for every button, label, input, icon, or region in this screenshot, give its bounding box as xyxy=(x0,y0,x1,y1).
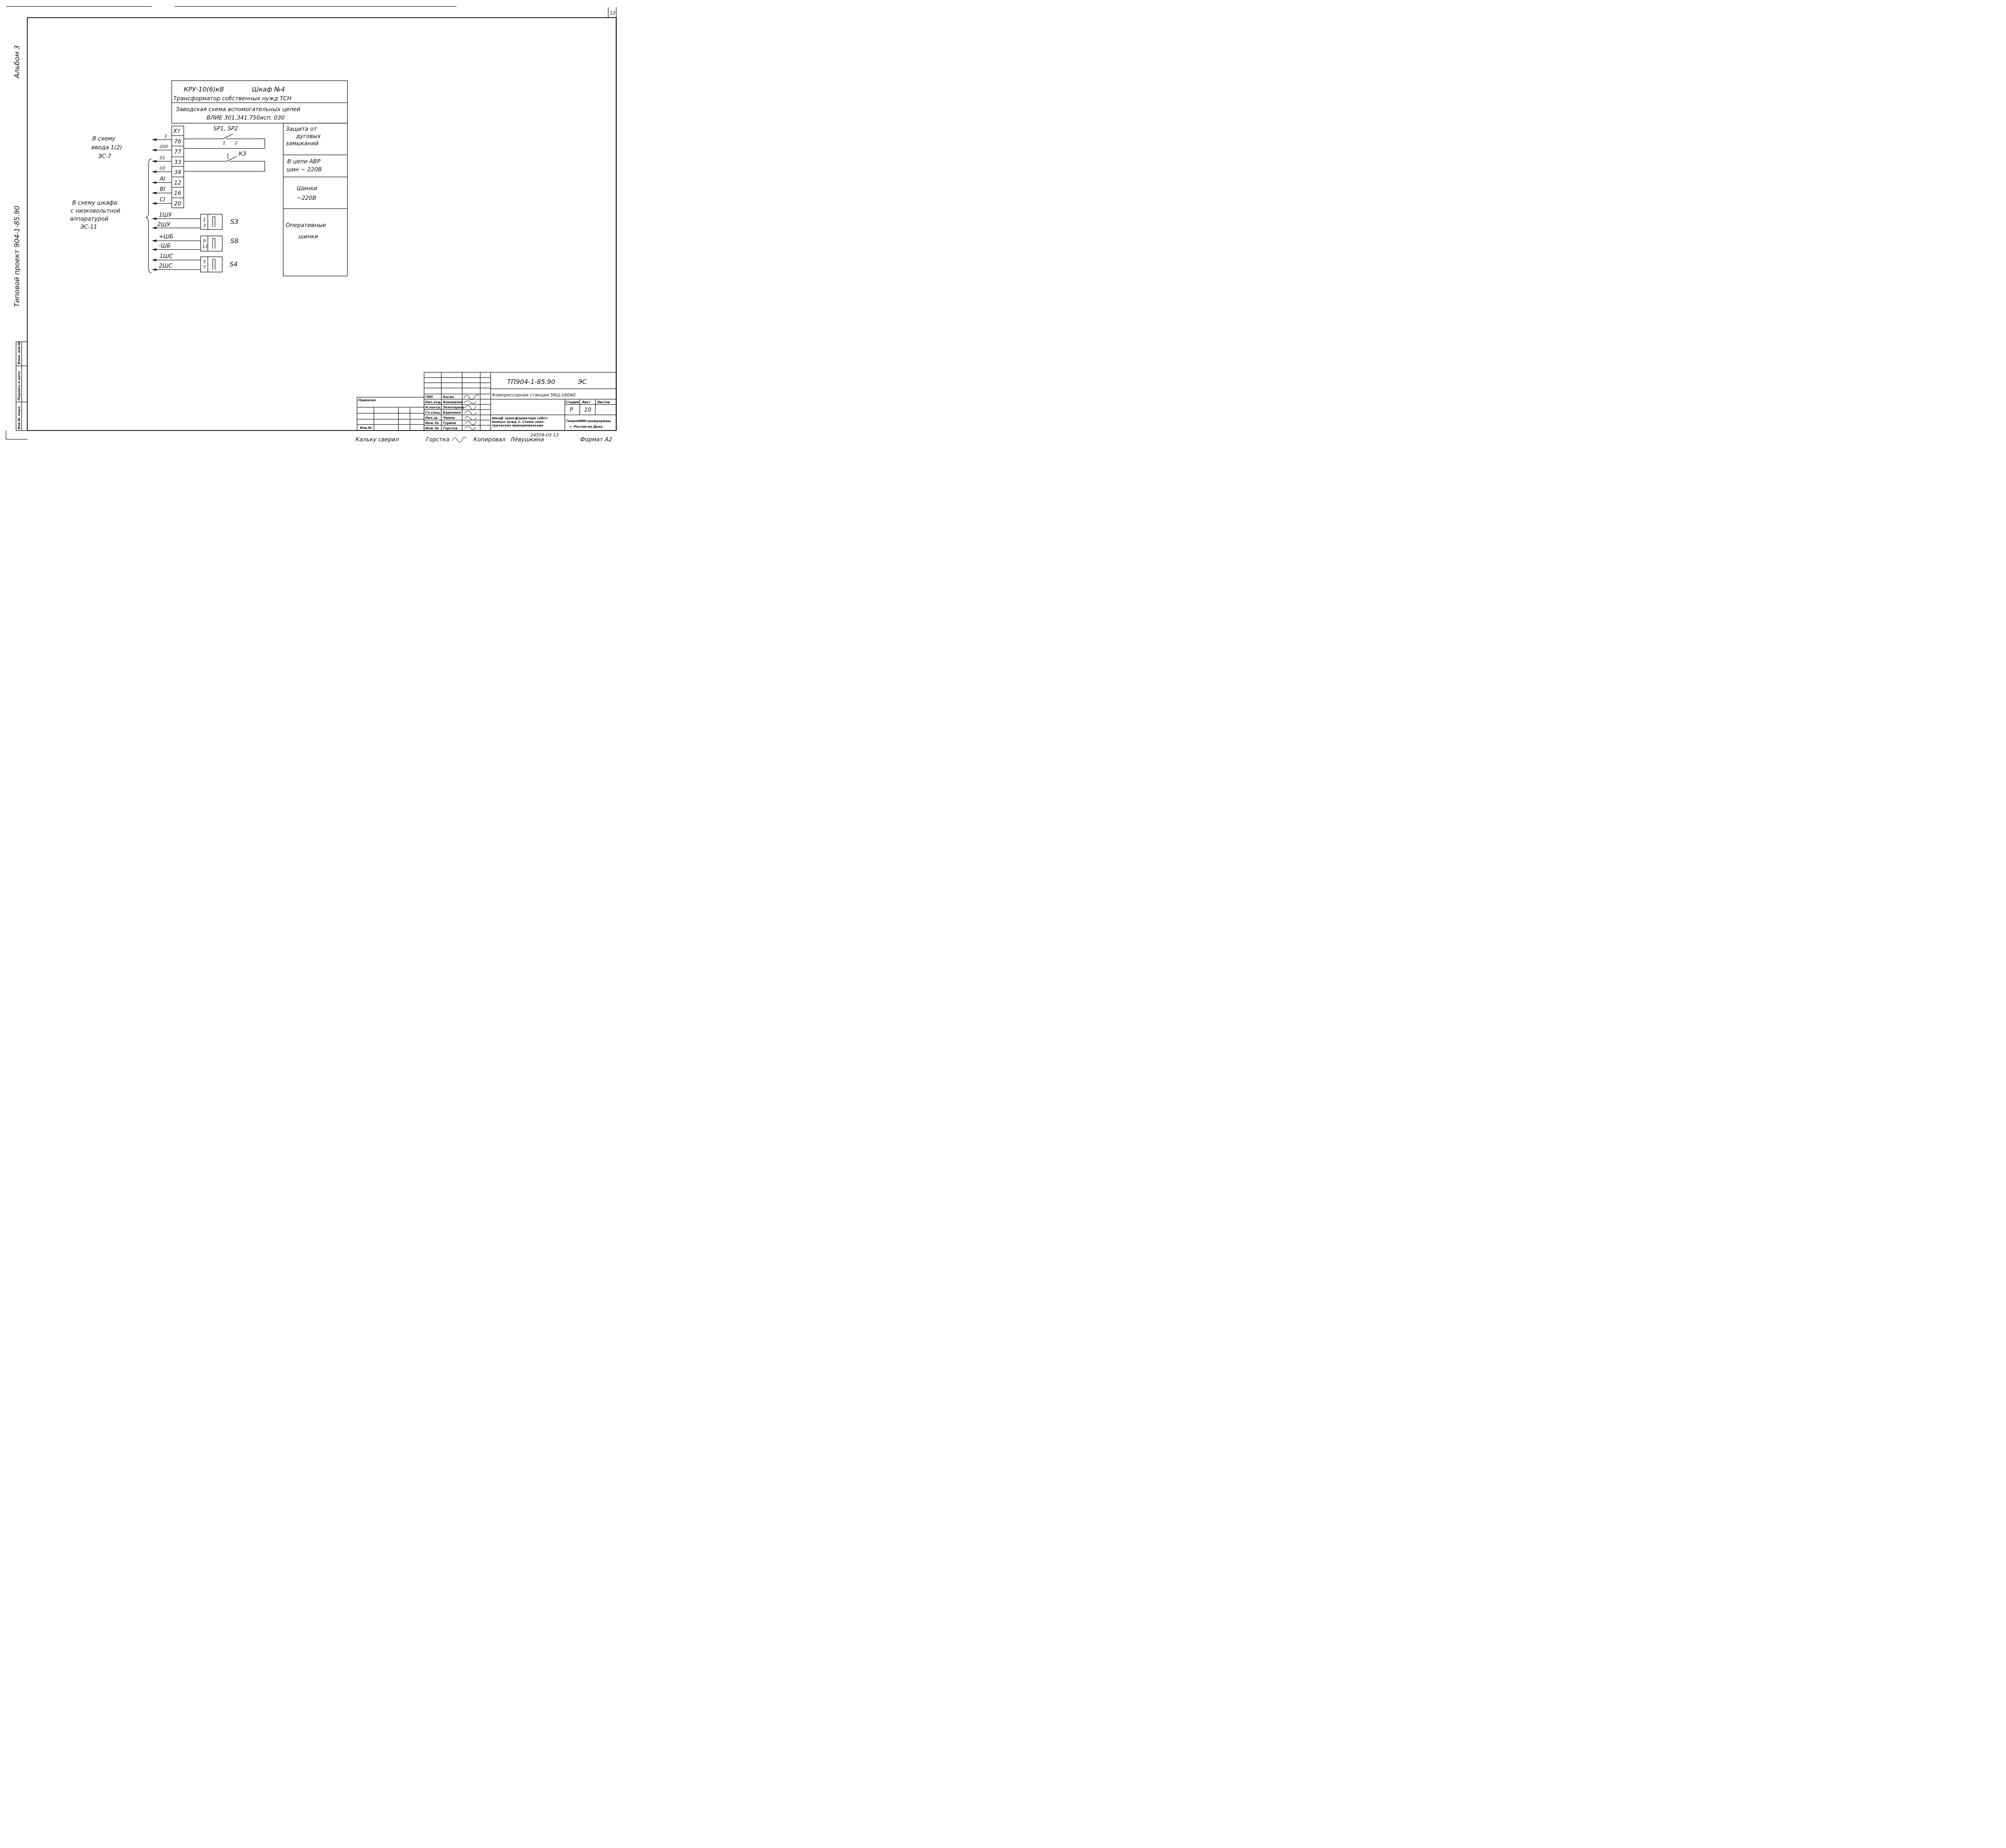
tb-sheet: 10 xyxy=(584,407,591,413)
to-lv-4: ЭС-11 xyxy=(80,224,97,230)
to-input-3: ЭС-7 xyxy=(98,153,112,160)
s8-c1: 9 xyxy=(203,238,206,244)
tb-designation: ТП904-1-85.90 xyxy=(507,378,555,386)
terminal-76: 76 xyxy=(174,138,181,145)
staff-role-0: ГИП xyxy=(425,395,433,399)
staff-role-5: Инж 2к xyxy=(425,421,439,425)
footer-order: 24559-03 13 xyxy=(530,433,559,438)
staff-role-2: Н.контр. xyxy=(425,406,441,409)
s3-w1: 1ШУ xyxy=(159,212,172,218)
tb-privyazan: Привязан xyxy=(358,398,376,402)
s4-c1: 5 xyxy=(203,259,206,264)
staff-name-0: Коган xyxy=(443,395,454,399)
to-lv-2: с низковольтной xyxy=(71,208,120,214)
sp-contact-1: 1 xyxy=(223,140,225,146)
group-arc-2: дуговых xyxy=(296,133,321,140)
wire-labels xyxy=(159,134,168,203)
s4-c2: 7 xyxy=(203,265,206,270)
tb-mark: ЭС xyxy=(578,378,587,386)
staff-name-6: Горстка xyxy=(443,426,458,430)
terminal-16: 16 xyxy=(174,190,181,197)
header-line3: Заводская схема вспомогательных цепей xyxy=(176,106,300,113)
to-lv-1: В схему шкафа xyxy=(72,200,118,206)
s8-w1: +ШБ xyxy=(159,234,174,240)
sp-contact-2: 2 xyxy=(235,140,238,146)
wire-BI: BI xyxy=(160,186,165,193)
tb-org-1: ГипроНИИстройдормаш xyxy=(566,419,611,423)
group-arc-3: замыканий xyxy=(286,140,319,147)
staff-name-3: Карпенко xyxy=(443,411,461,414)
tb-sheet-title-3: трическая принципиальная xyxy=(492,424,543,427)
group-oper-1: Оперативные xyxy=(286,222,326,229)
footer-copier: Лёвушкина xyxy=(510,437,544,443)
to-input-1: В схему xyxy=(92,136,116,142)
device-labels xyxy=(213,126,246,157)
staff-role-1: Нач.отд. xyxy=(425,400,442,404)
cabinet-header xyxy=(173,85,300,121)
sheet-number: 12 xyxy=(610,10,615,16)
group-bus-2: ~220В xyxy=(297,195,317,201)
terminal-34: 34 xyxy=(174,169,181,176)
header-line4: ВЛИЕ 301.341.750исп. 030 xyxy=(207,115,285,121)
s4-w2: 2ШС xyxy=(159,263,173,269)
s3-c2: 3 xyxy=(203,223,206,228)
drawing-sheet xyxy=(0,0,620,444)
project-label: Типовой проект 904-1-85.90 xyxy=(13,205,21,307)
group-labels xyxy=(286,126,326,240)
tb-sheet-label: Лист xyxy=(582,400,591,404)
wire-200: 200 xyxy=(160,144,168,149)
terminal-12: 12 xyxy=(174,180,181,186)
terminal-33: 33 xyxy=(174,159,181,166)
stamp-podpis-data: Подпись и дата xyxy=(17,371,21,400)
footer-checker: Горстка xyxy=(426,437,450,443)
terminal-77: 77 xyxy=(174,149,181,155)
album-label: Альбом 3 xyxy=(13,45,21,78)
tb-sheet-title-2: венных нужд 1. Схема элек- xyxy=(492,420,545,424)
footer-format: Формат А2 xyxy=(580,437,612,443)
k3-label: К3 xyxy=(239,151,246,157)
staff-name-4: Чапны xyxy=(443,416,455,420)
header-line1: КРУ-10(6)кВ xyxy=(184,85,224,93)
group-avr-2: шин ~ 220В xyxy=(286,167,322,173)
tb-stage: Р xyxy=(570,407,573,413)
footer xyxy=(355,433,612,443)
to-input-2: ввода 1(2) xyxy=(91,144,122,151)
s8-w2: -ШБ xyxy=(159,243,171,249)
tb-sheet-title-1: Шкаф трансформатора собст- xyxy=(492,416,549,420)
terminal-header: Хт xyxy=(173,128,181,134)
group-avr-1: В цепи АВР xyxy=(287,158,321,165)
terminal-labels xyxy=(173,128,181,207)
tb-org-2: г. Ростов-на-Дону xyxy=(570,425,603,428)
terminal-20: 20 xyxy=(174,201,181,207)
stamp-inv-podl: Инв.№ подл. xyxy=(17,405,21,429)
wire-1: 1 xyxy=(164,134,167,139)
s8-c2: 11 xyxy=(202,244,208,249)
footer-copied: Копировал xyxy=(473,437,506,443)
staff-name-5: Гурина xyxy=(443,421,456,425)
group-oper-2: шинки xyxy=(298,234,318,240)
staff-name-1: Коновалов xyxy=(443,400,463,404)
group-bus-1: Шинки xyxy=(297,185,317,192)
staff-role-4: Нач.гр. xyxy=(425,416,439,420)
sp-label: SP1, SP2 xyxy=(213,126,238,132)
s3-c1: 1 xyxy=(203,217,206,222)
wire-CI: CI xyxy=(160,197,165,203)
footer-copy-checked: Кальку сверил xyxy=(355,437,399,443)
staff-role-3: Гл.спец. xyxy=(425,411,441,414)
title-block-text xyxy=(358,378,611,430)
tb-inv: Инв.№ xyxy=(360,426,372,430)
header-line1b: Шкаф №4 xyxy=(252,85,285,93)
header-line2: Трансформатор собственных нужд ТСН xyxy=(173,95,292,102)
group-arc-1: Защита от xyxy=(286,126,317,132)
s4-name: S4 xyxy=(229,260,238,268)
s3-name: S3 xyxy=(230,218,239,225)
s8-name: S8 xyxy=(230,237,239,245)
staff-name-2: Золотарева xyxy=(443,406,465,409)
brace xyxy=(146,159,152,273)
wire-03: 03 xyxy=(160,166,165,171)
to-lv-3: аппаратурой xyxy=(70,216,108,222)
s3-w2: 2ШУ xyxy=(157,221,171,228)
stamp-vzam-inv: Взам. инв.№ xyxy=(17,341,21,364)
tb-sheets-label: Листов xyxy=(597,400,610,404)
left-notes xyxy=(70,136,122,230)
staff-role-6: Инж 3к xyxy=(425,426,439,430)
wire-AI: AI xyxy=(160,176,165,182)
tb-object: Компрессорная станция 5КЦ-160А0 xyxy=(492,392,576,398)
tb-stage-label: Стадия xyxy=(566,400,579,404)
wire-01: 01 xyxy=(160,155,165,160)
s4-w1: 1ШС xyxy=(160,253,173,260)
